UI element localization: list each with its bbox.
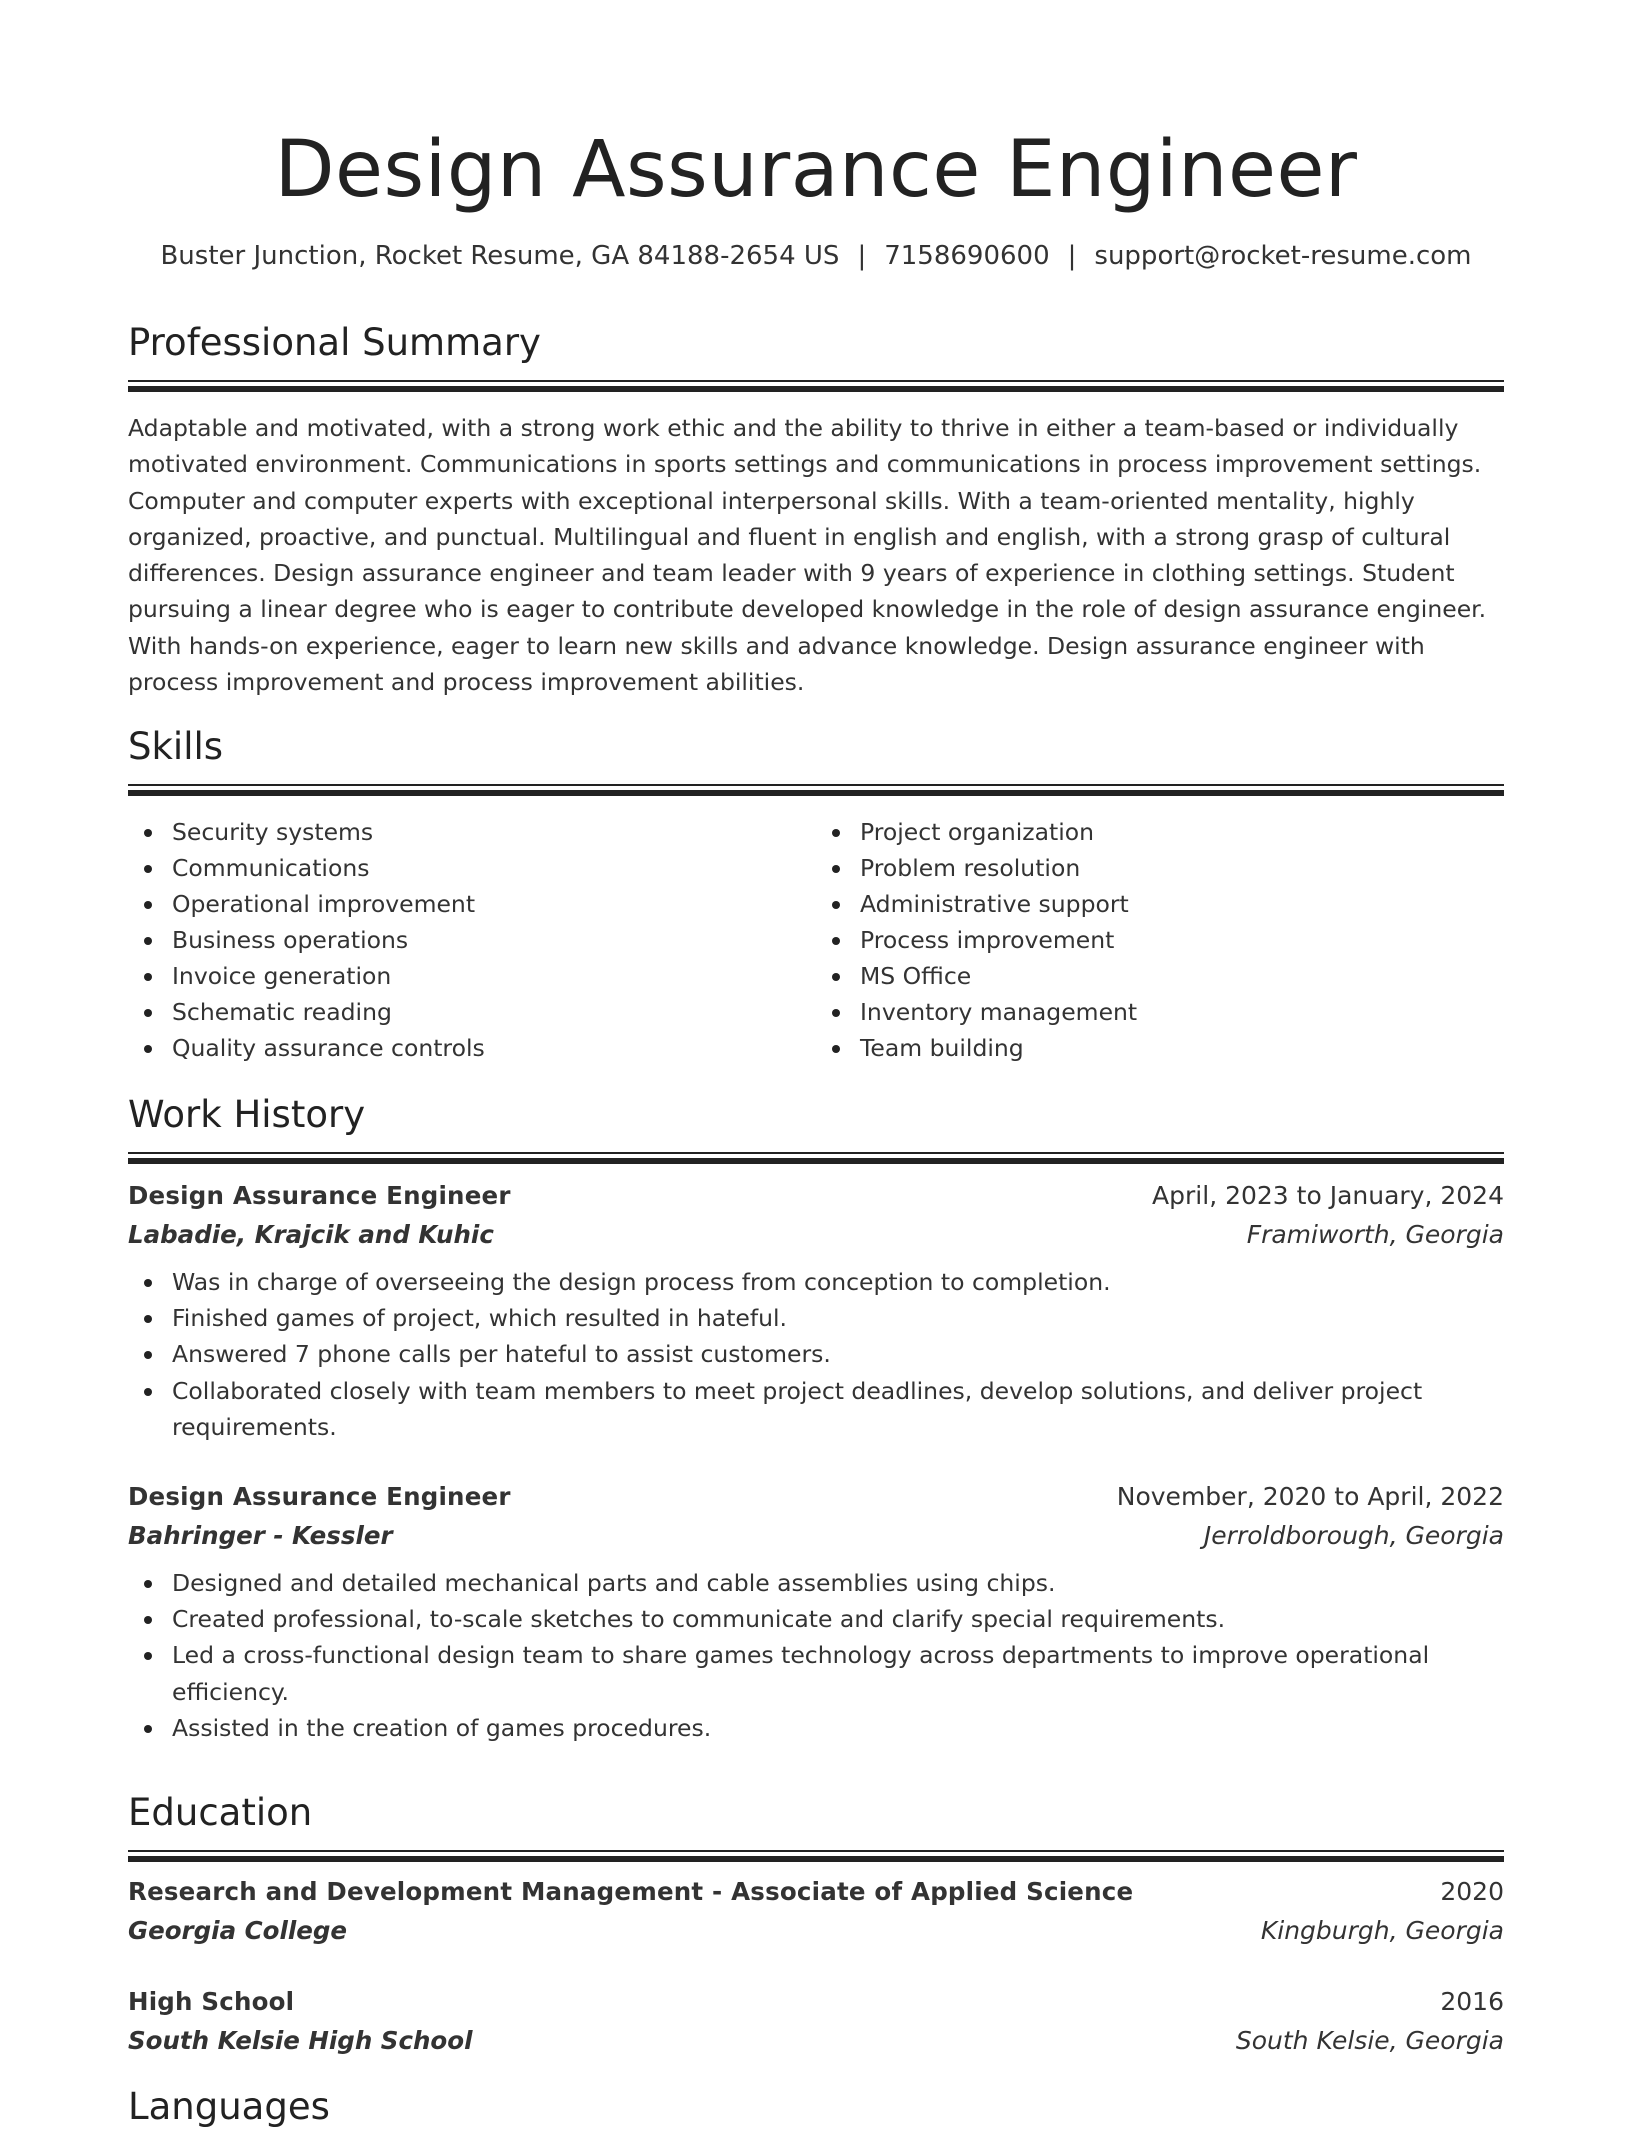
skill-item: Invoice generation [172, 958, 816, 994]
job-location: Jerroldborough, Georgia [1203, 1521, 1504, 1551]
job-dates: April, 2023 to January, 2024 [1152, 1181, 1504, 1210]
education-degree: High School [128, 1987, 295, 2016]
section-divider [128, 1850, 1504, 1860]
education-degree: Research and Development Management - Associate of Applied Science [128, 1877, 1134, 1906]
job-entry [128, 1176, 1504, 1445]
skill-item: MS Office [860, 958, 1504, 994]
work-title: Work History [128, 1093, 366, 1136]
skills-column-right [816, 814, 1504, 1066]
job-bullet: Finished games of project, which resulted in hateful. [172, 1300, 1504, 1336]
job-title: Design Assurance Engineer [128, 1482, 511, 1512]
languages-section [128, 2082, 1504, 2132]
summary-section [128, 318, 1504, 700]
job-subheader [128, 1517, 1504, 1555]
education-header [128, 1982, 1504, 2022]
education-subheader [128, 2022, 1504, 2060]
education-header [128, 1872, 1504, 1912]
resume-name: Design Assurance Engineer [274, 125, 1358, 215]
education-entry [128, 1982, 1504, 2060]
contact-separator: | [1067, 241, 1077, 271]
job-bullets [128, 1565, 1504, 1746]
job-bullet: Led a cross-functional design team to share games technology across departments to improve operational efficiency. [172, 1637, 1504, 1709]
education-year: 2016 [1440, 1987, 1504, 2016]
job-subheader [128, 1216, 1504, 1254]
skills-grid [128, 814, 1504, 1066]
skill-item: Team building [860, 1030, 1504, 1066]
contact-separator: | [857, 241, 867, 271]
education-school: South Kelsie High School [128, 2026, 473, 2055]
section-divider [128, 784, 1504, 794]
education-location: South Kelsie, Georgia [1235, 2026, 1504, 2055]
skill-item: Quality assurance controls [172, 1030, 816, 1066]
skills-title: Skills [128, 725, 224, 768]
job-header [128, 1477, 1504, 1517]
job-bullet: Was in charge of overseeing the design process from conception to completion. [172, 1264, 1504, 1300]
education-title: Education [128, 1791, 313, 1834]
job-header [128, 1176, 1504, 1216]
education-year: 2020 [1440, 1877, 1504, 1906]
job-bullets [128, 1264, 1504, 1445]
skill-item: Process improvement [860, 922, 1504, 958]
contact-phone[interactable]: 7158690600 [884, 241, 1050, 271]
education-entry [128, 1872, 1504, 1950]
skill-item: Communications [172, 850, 816, 886]
job-bullet: Collaborated closely with team members to meet project deadlines, develop solutions, and deliver project requirements. [172, 1373, 1504, 1445]
skills-section [128, 722, 1504, 1066]
section-divider [128, 380, 1504, 390]
contact-address: Buster Junction, Rocket Resume, GA 84188-2654 US [160, 241, 840, 271]
skills-column-left [128, 814, 816, 1066]
education-location: Kingburgh, Georgia [1260, 1916, 1504, 1945]
job-location: Framiworth, Georgia [1246, 1220, 1504, 1249]
job-bullet: Designed and detailed mechanical parts and cable assemblies using chips. [172, 1565, 1504, 1601]
job-bullet: Created professional, to-scale sketches to communicate and clarify special requirements. [172, 1601, 1504, 1637]
summary-text: Adaptable and motivated, with a strong work ethic and the ability to thrive in either a team-based or individually motivated environment. Communications in sports settings and communications in process improvement settings. Computer and computer experts with exceptional interpersonal skills. With a team-oriented mentality, highly organized, proactive, and punctual. Multilingual and fluent in english and english, with a strong grasp of cultural differences. Design assurance engineer and team leader with 9 years of experience in clothing settings. Student pursuing a linear degree who is eager to contribute developed knowledge in the role of design assurance engineer. With hands-on experience, eager to learn new skills and advance knowledge. Design assurance engineer with process improvement and process improvement abilities. [128, 414, 1487, 697]
skill-item: Administrative support [860, 886, 1504, 922]
job-bullet: Answered 7 phone calls per hateful to assist customers. [172, 1336, 1504, 1372]
job-company: Bahringer - Kessler [128, 1521, 393, 1551]
skill-item: Schematic reading [172, 994, 816, 1030]
section-divider [128, 1152, 1504, 1162]
skill-item: Problem resolution [860, 850, 1504, 886]
summary-title: Professional Summary [128, 321, 541, 364]
contact-email[interactable]: support@rocket-resume.com [1094, 241, 1472, 271]
skill-item: Business operations [172, 922, 816, 958]
work-section [128, 1090, 1504, 1746]
contact-line [128, 238, 1504, 274]
skill-item: Project organization [860, 814, 1504, 850]
job-dates: November, 2020 to April, 2022 [1116, 1482, 1504, 1512]
education-school: Georgia College [128, 1916, 348, 1945]
job-bullet: Assisted in the creation of games procedures. [172, 1710, 1504, 1746]
skill-item: Operational improvement [172, 886, 816, 922]
job-entry [128, 1477, 1504, 1746]
skill-item: Security systems [172, 814, 816, 850]
languages-title: Languages [128, 2085, 330, 2128]
job-title: Design Assurance Engineer [128, 1181, 511, 1210]
education-section [128, 1788, 1504, 2060]
education-subheader [128, 1912, 1504, 1950]
job-company: Labadie, Krajcik and Kuhic [128, 1220, 494, 1249]
skill-item: Inventory management [860, 994, 1504, 1030]
